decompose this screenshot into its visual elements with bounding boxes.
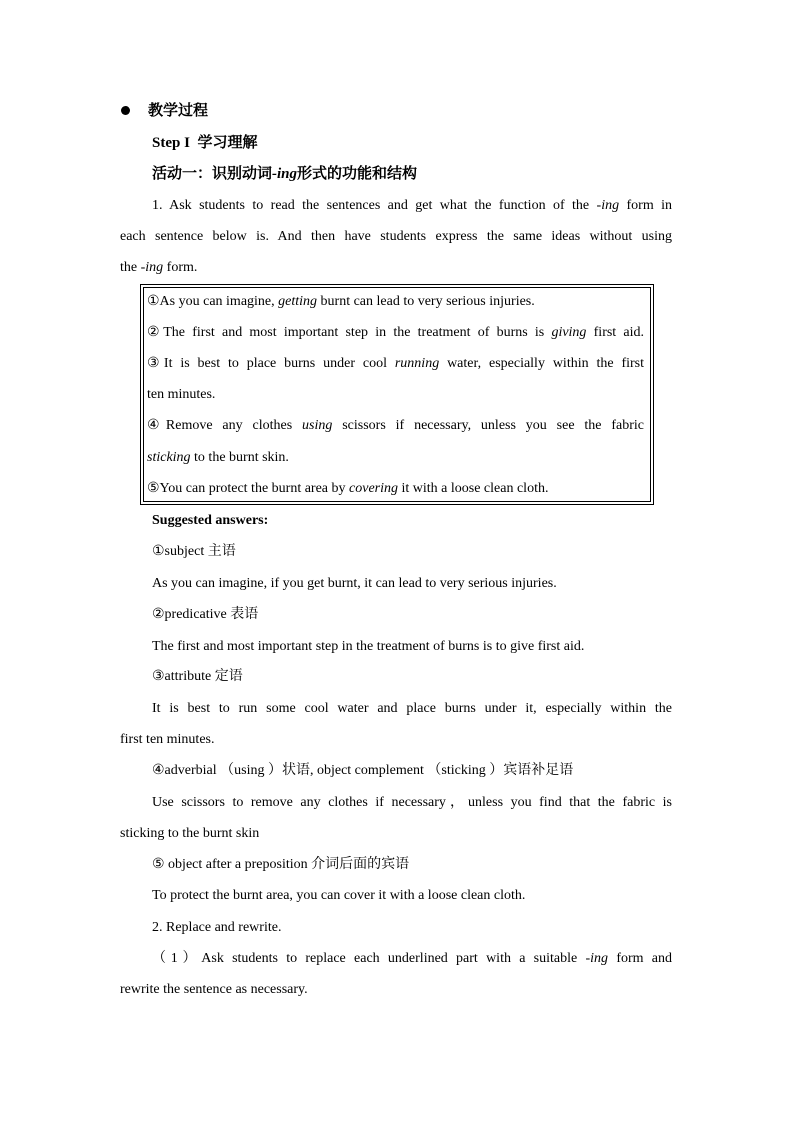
task1-l3-post: form.: [163, 260, 198, 275]
answer-3-cont: first ten minutes.: [120, 732, 215, 747]
answer-3-label: ③attribute 定语: [152, 669, 243, 684]
activity-prefix: 活动一：识别动词: [152, 166, 273, 182]
example-4: [147, 416, 644, 436]
ex4-cont: to the burnt skin.: [190, 450, 289, 465]
example-5: [147, 479, 548, 499]
ex1-post: burnt can lead to very serious injuries.: [317, 294, 535, 309]
answer-1-text: As you can imagine, if you get burnt, it can lead to very serious injuries.: [152, 576, 557, 591]
example-3-cont: ten minutes.: [147, 387, 216, 402]
ex1-em: getting: [278, 294, 318, 309]
ex2-pre: ②The first and most important step in the treatment of burns is: [147, 325, 552, 340]
step-heading: [152, 133, 257, 153]
answer-2-label: ②predicative 表语: [152, 607, 259, 622]
example-box-inner: [143, 287, 651, 502]
ex1-pre: ①As you can imagine,: [147, 294, 279, 309]
step-label: Step I: [152, 135, 190, 151]
bullet-icon: [121, 106, 130, 115]
example-4-cont: [147, 448, 289, 468]
task2-ing: -ing: [585, 951, 609, 966]
activity-suffix: 形式的功能和结构: [297, 166, 418, 182]
ex5-pre: ⑤You can protect the burnt area by: [147, 481, 350, 496]
ex3-post: water, especially within the first: [439, 356, 644, 371]
ex4-pre: ④Remove any clothes: [147, 418, 303, 433]
example-1: [147, 292, 535, 312]
ex4-em: using: [302, 418, 333, 433]
task1-text-tail: form in: [619, 198, 672, 213]
ex4-em2: sticking: [147, 450, 191, 465]
ex5-post: it with a loose clean cloth.: [398, 481, 549, 496]
activity-ing: -ing: [272, 166, 298, 182]
activity-heading: [152, 164, 417, 184]
task1-text: 1. Ask students to read the sentences and get what the function of the: [152, 198, 597, 213]
ex4-post: scissors if necessary, unless you see the fabric: [332, 418, 644, 433]
answer-2-text: The first and most important step in the treatment of burns is to give first aid.: [152, 639, 585, 654]
step-title: 学习理解: [197, 135, 258, 151]
task1-ing: -ing: [596, 198, 620, 213]
answer-1-label: ①subject 主语: [152, 544, 236, 559]
answer-4-text: Use scissors to remove any clothes if necessary，unless you find that the fabric is: [152, 795, 672, 810]
answer-5-label: ⑤ object after a preposition 介词后面的宾语: [152, 857, 410, 872]
example-2: [147, 323, 644, 343]
task2-line2: rewrite the sentence as necessary.: [120, 982, 308, 997]
task2-line1: [152, 949, 672, 969]
answer-4-cont: sticking to the burnt skin: [120, 826, 260, 841]
task1-line2: each sentence below is. And then have students express the same ideas without using: [120, 229, 672, 244]
answer-4-label: ④adverbial （using ）状语, object complement （sticking ）宾语补足语: [152, 763, 574, 778]
task1-line1: [152, 196, 672, 216]
answer-3-text: It is best to run some cool water and place burns under it, especially within the: [152, 701, 672, 716]
ex3-pre: ③It is best to place burns under cool: [147, 356, 395, 371]
section-title: 教学过程: [148, 103, 209, 119]
task2-post: form and: [608, 951, 673, 966]
task1-l3-pre: the: [120, 260, 141, 275]
ex2-em: giving: [551, 325, 587, 340]
task1-line3: [120, 258, 197, 278]
answers-heading: Suggested answers:: [152, 513, 269, 528]
answer-5-text: To protect the burnt area, you can cover it with a loose clean cloth.: [152, 888, 526, 903]
task2-title: 2. Replace and rewrite.: [152, 920, 282, 935]
ex2-post: first aid.: [586, 325, 645, 340]
task1-l3-ing: -ing: [140, 260, 164, 275]
ex5-em: covering: [349, 481, 398, 496]
task2-pre: （1）Ask students to replace each underlined part with a suitable: [152, 951, 586, 966]
example-3: [147, 354, 644, 374]
ex3-em: running: [394, 356, 440, 371]
